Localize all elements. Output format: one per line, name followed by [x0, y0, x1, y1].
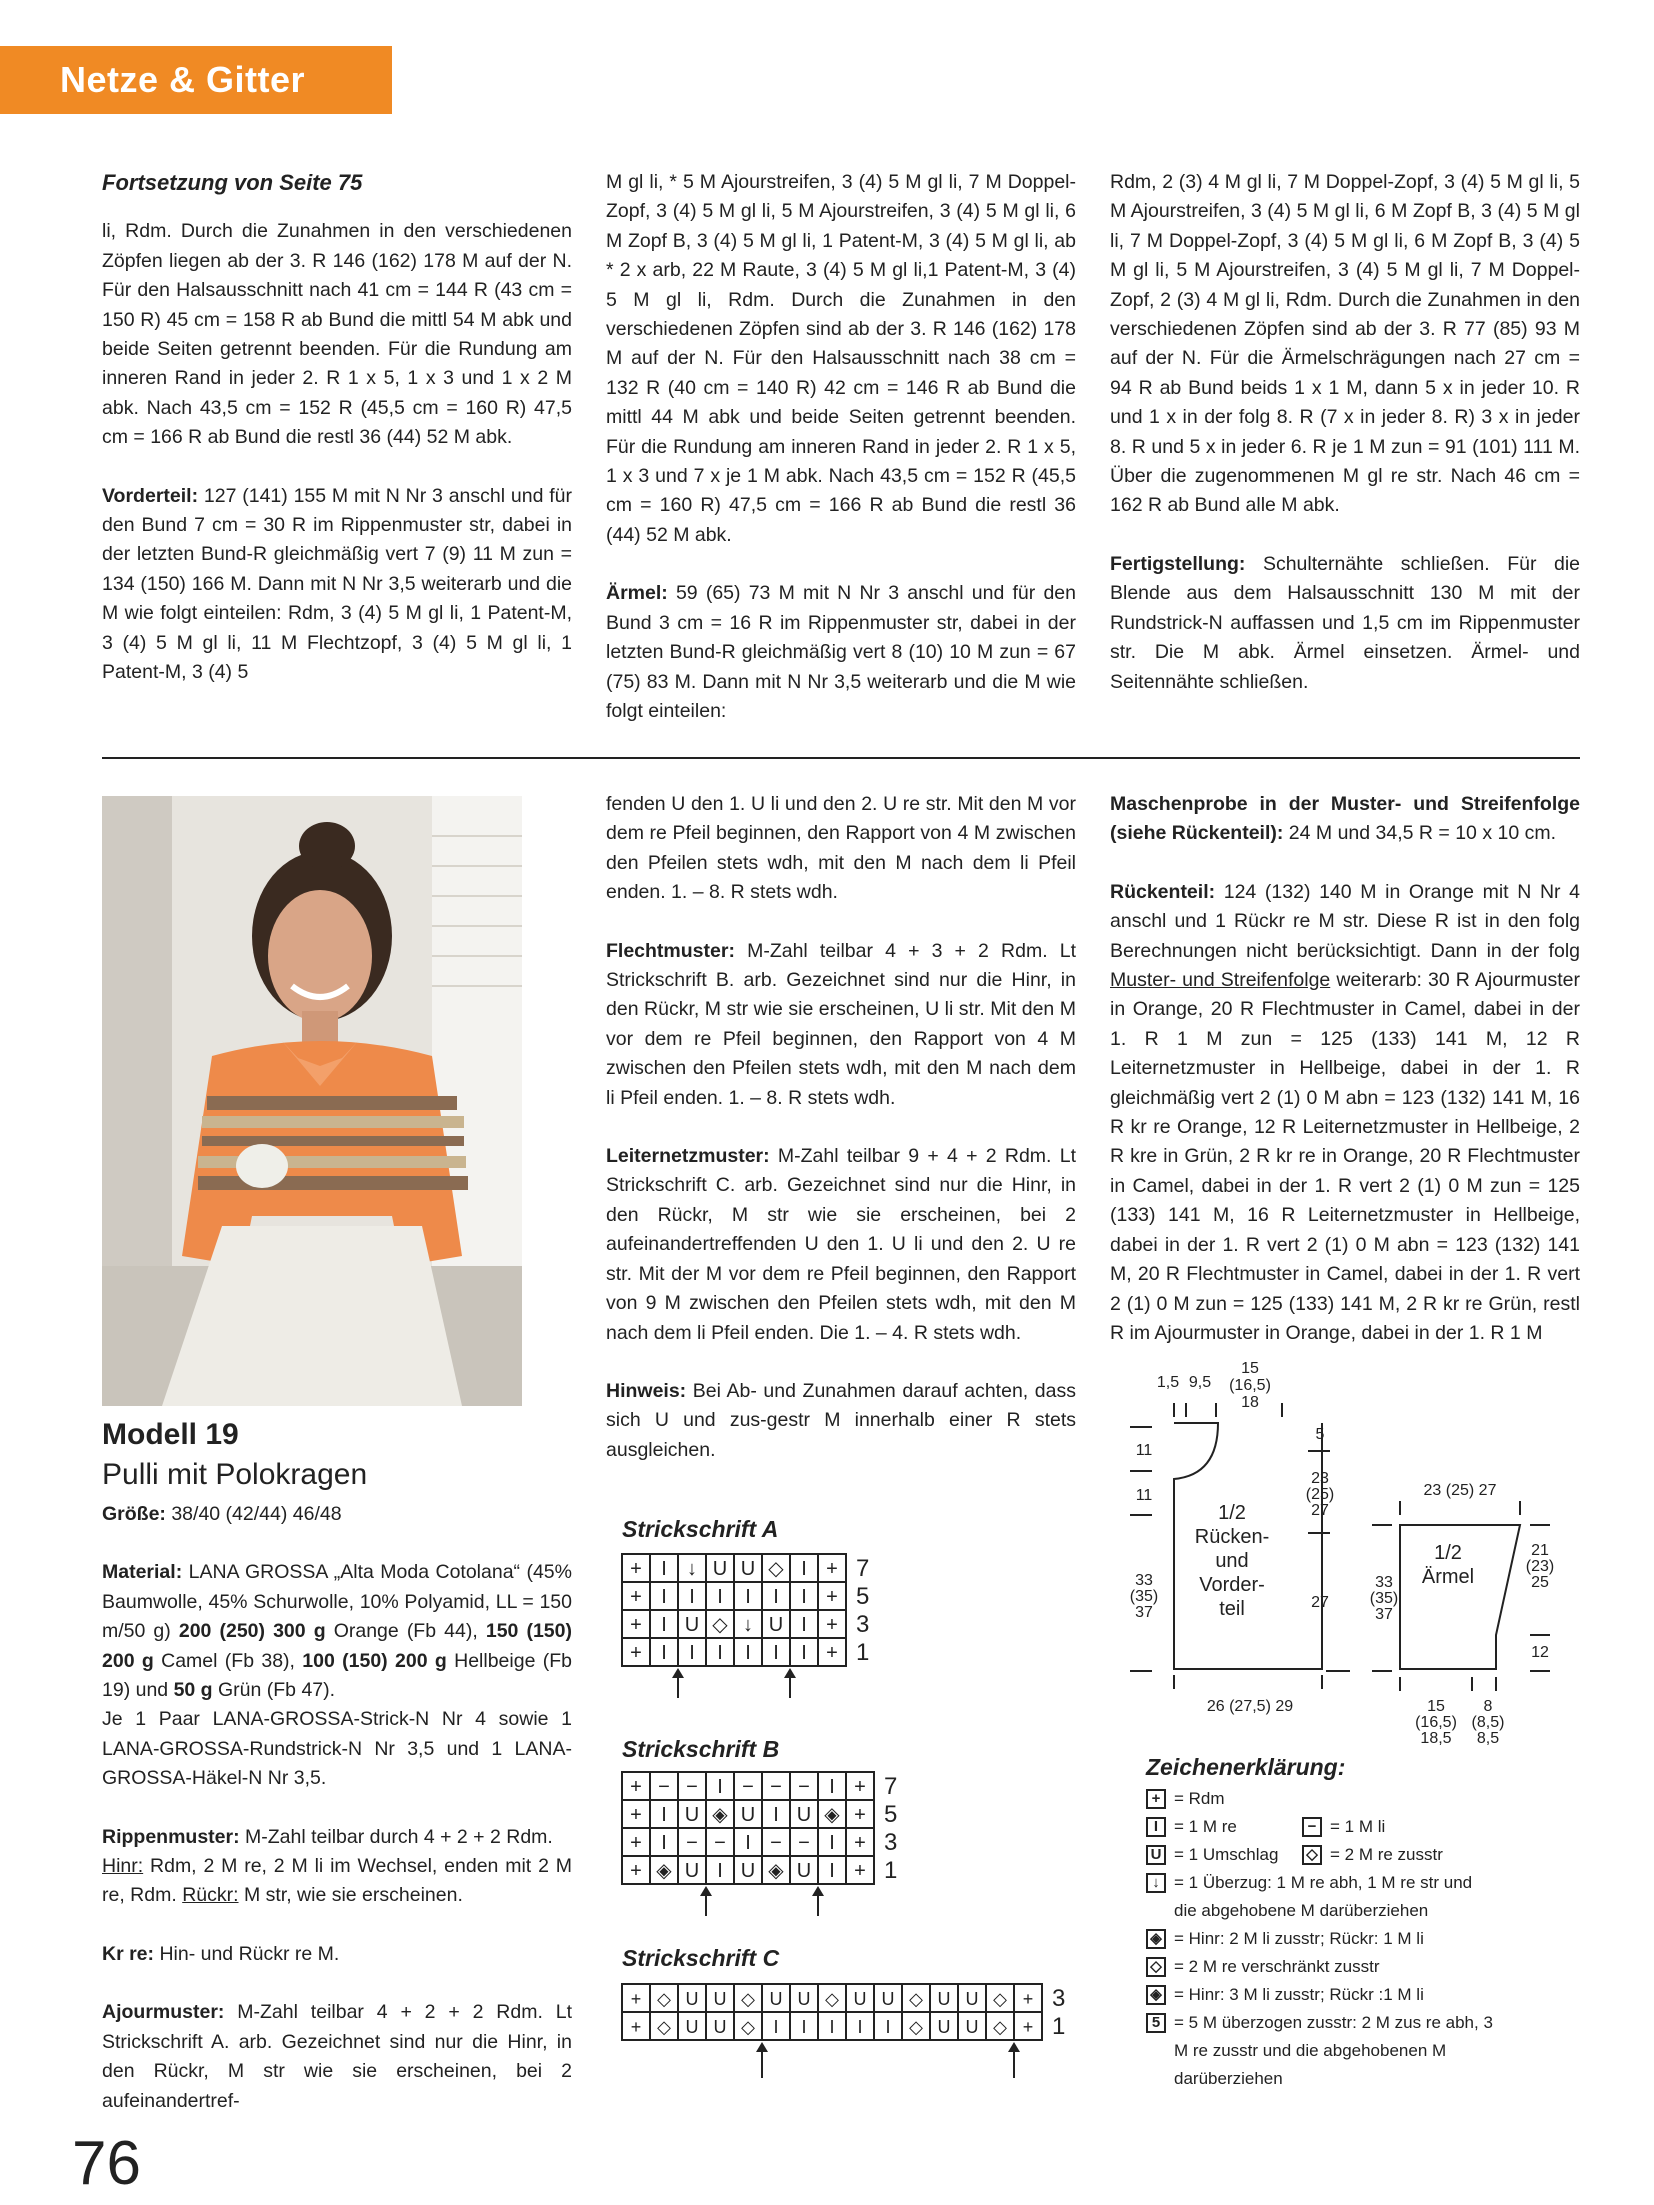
paragraph: Vorderteil: 127 (141) 155 M mit N Nr 3 anschl und für den Bund 7 cm = 30 R im Rippenmuster str, dabei in der letzten Bund-R gleichmäßig vert 7 (9) 11 M zun = 134 (150) 166 M. Dann mit N Nr 3,5 weiterarb und die M wie folgt einteilen: Rdm, 3 (4) 5 M gl li, 1 Patent-M, 3 (4) 5 M gl li, 11 M Flechtzopf, 3 (4) 5 M gl li, 1 Patent-M, 3 (4) 5: [102, 484, 572, 684]
row-label: 1: [856, 1639, 870, 1666]
svg-text:↓: ↓: [743, 1614, 753, 1636]
svg-text:(35): (35): [1129, 1588, 1159, 1605]
svg-text:+: +: [630, 1558, 642, 1580]
svg-text:21: 21: [1531, 1542, 1549, 1559]
svg-text:+: +: [630, 1586, 642, 1608]
svg-text:−: −: [798, 1832, 810, 1854]
svg-text:+: +: [630, 1860, 642, 1882]
svg-text:+: +: [826, 1586, 838, 1608]
svg-text:U: U: [685, 2017, 699, 2037]
svg-text:I: I: [773, 2017, 779, 2037]
svg-text:I: I: [773, 1586, 779, 1608]
size-line: Größe: 38/40 (42/44) 46/48: [102, 1503, 342, 1525]
svg-text:I: I: [829, 1832, 835, 1854]
svg-text:◈: ◈: [768, 1860, 784, 1882]
leiter-paragraph: Leiternetzmuster: M-Zahl teilbar 9 + 4 + 2 Rdm. Lt Strickschrift C. arb. Gezeichnet sind nur die Hinr, in den Rückr, M str wie sie erscheinen, bei 2 aufeinandertreffenden U den 1. U li und den 2. U re str. Mit der M vor dem re Pfeil beginnen, den Rapport von 9 M zwischen den Pfeilen stets wdh, mit den M nach dem li Pfeil enden. Die 1. – 4. R stets wdh.: [606, 1145, 1076, 1344]
svg-text:◇: ◇: [657, 2017, 671, 2037]
svg-text:25: 25: [1531, 1574, 1549, 1591]
svg-text:11: 11: [1135, 1442, 1153, 1459]
svg-text:(35): (35): [1369, 1590, 1399, 1607]
purl-symbol-icon: −: [1302, 1817, 1322, 1837]
middle-column: [606, 790, 1076, 1494]
svg-text:I: I: [661, 1558, 667, 1580]
legend-row: ◈ = Hinr: 2 M li zusstr; Rückr: 1 M li: [1146, 1925, 1494, 1953]
svg-text:◈: ◈: [712, 1804, 728, 1826]
svg-text:1/2: 1/2: [1434, 1542, 1462, 1564]
krre-paragraph: Kr re: Hin- und Rückr re M.: [102, 1942, 340, 1965]
svg-text:U: U: [740, 1860, 756, 1882]
svg-text:◇: ◇: [768, 1558, 784, 1580]
legend: [1146, 1753, 1494, 2093]
svg-text:U: U: [853, 1989, 867, 2009]
svg-text:+: +: [630, 1642, 642, 1664]
svg-text:33: 33: [1135, 1572, 1153, 1589]
svg-text:U: U: [684, 1860, 700, 1882]
svg-text:8,5: 8,5: [1476, 1730, 1500, 1745]
svg-text:I: I: [773, 1804, 779, 1826]
svg-text:I: I: [801, 2017, 807, 2037]
top-column-1: [102, 168, 572, 717]
svg-text:U: U: [881, 1989, 895, 2009]
svg-text:+: +: [826, 1614, 838, 1636]
svg-text:U: U: [740, 1558, 756, 1580]
svg-text:(23): (23): [1525, 1558, 1555, 1575]
svg-text:◇: ◇: [741, 1989, 755, 2009]
svg-text:11: 11: [1135, 1487, 1153, 1504]
svg-text:+: +: [630, 1804, 642, 1826]
chart-c-title: Strickschrift C: [622, 1945, 780, 1971]
svg-text:1,5: 1,5: [1156, 1374, 1180, 1391]
material-paragraph: Material: LANA GROSSA „Alta Moda Cotolana“ (45% Baumwolle, 45% Schurwolle, 10% Polyamid, LL = 150 m/50 g) 200 (250) 300 g Orange (Fb 44), 150 (150) 200 g Camel (Fb 38), 100 (150) 200 g Hellbeige (Fb 19) und 50 g Grün (Fb 47).: [102, 1561, 573, 1702]
paragraph: Rdm, 2 (3) 4 M gl li, 7 M Doppel-Zopf, 3 (4) 5 M gl li, 5 M Ajourstreifen, 3 (4) 5 M gl li, 6 M Zopf B, 3 (4) 5 M gl li, 7 M Doppel-Zopf, 3 (4) 5 M gl li, 6 M Zopf B, 3 (4) 5 M gl li, 5 M Ajourstreifen, 3 (4) 5 M gl li, 7 M Doppel-Zopf, 2 (3) 4 M gl li, Rdm. Durch die Zunahmen in den verschiedenen Zöpfen sind ab der 3. R 77 (85) 93 M auf der N. Für die Ärmelschrägungen nach 27 cm = 94 R ab Bund beids 1 x 1 M, dann 5 x in jeder 10. R und 1 x in der folg 8. R (7 x in jeder 8. R) 3 x in jeder 8. R und 5 x in jeder 6. R je 1 M zun = 91 (101) 111 M. Über die zugenommenen M gl re str. Nach 46 cm = 162 R ab Bund alle M abk.: [1110, 171, 1580, 517]
svg-text:+: +: [1022, 2017, 1034, 2037]
chart-a: [620, 1552, 900, 1702]
model-details: [102, 1500, 572, 2145]
svg-text:23 (25) 27: 23 (25) 27: [1423, 1482, 1497, 1499]
svg-text:I: I: [661, 1642, 667, 1664]
ajour-paragraph: Ajourmuster: M-Zahl teilbar 4 + 2 + 2 Rdm. Lt Strickschrift A. arb. Gezeichnet sind nur die Hinr, in den Rückr, M str wie sie erscheinen, bei 2 aufeinandertref-: [102, 2001, 572, 2112]
model-subtitle: Pulli mit Polokragen: [102, 1458, 368, 1491]
needles-paragraph: Je 1 Paar LANA-GROSSA-Strick-N Nr 4 sowie 1 LANA-GROSSA-Rundstrick-N Nr 3,5 und 1 LANA-GROSSA-Häkel-N Nr 3,5.: [102, 1708, 572, 1790]
svg-text:+: +: [826, 1642, 838, 1664]
svg-text:27: 27: [1311, 1594, 1329, 1611]
svg-text:(16,5): (16,5): [1229, 1377, 1271, 1394]
svg-text:+: +: [630, 1776, 642, 1798]
svg-text:I: I: [689, 1586, 695, 1608]
svg-text:I: I: [801, 1558, 807, 1580]
paragraph: Fertigstellung: Schulternähte schließen. Für die Blende aus dem Halsausschnitt 130 M mit der Rundstrick-N auffassen und 1,5 cm im Rippenmuster str. Die M abk. Ärmel einsetzen. Ärmel- und Seitennähte schließen.: [1110, 552, 1580, 693]
legend-row: ◇ = 2 M re verschränkt zusstr: [1146, 1953, 1494, 1981]
svg-text:33: 33: [1375, 1574, 1393, 1591]
svg-text:26 (27,5) 29: 26 (27,5) 29: [1206, 1698, 1294, 1715]
legend-row: I = 1 M re − = 1 M li: [1146, 1813, 1494, 1841]
svg-text:↓: ↓: [687, 1558, 697, 1580]
chart-b: [620, 1770, 910, 1920]
svg-text:◇: ◇: [993, 1989, 1007, 2009]
chart-a-title: Strickschrift A: [622, 1516, 779, 1542]
svg-text:(25): (25): [1305, 1486, 1335, 1503]
svg-text:U: U: [685, 1989, 699, 2009]
svg-text:I: I: [801, 1642, 807, 1664]
svg-text:I: I: [661, 1614, 667, 1636]
svg-text:I: I: [745, 1832, 751, 1854]
probe-paragraph: Maschenprobe in der Muster- und Streifenfolge (siehe Rückenteil): 24 M und 34,5 R = 10 x 10 cm.: [1110, 793, 1580, 845]
row-label: 5: [884, 1801, 898, 1828]
svg-text:I: I: [829, 2017, 835, 2037]
svg-text:−: −: [686, 1776, 698, 1798]
svg-text:I: I: [717, 1860, 723, 1882]
svg-text:+: +: [1022, 1989, 1034, 2009]
svg-text:27: 27: [1311, 1502, 1329, 1519]
svg-text:Vorder-: Vorder-: [1199, 1574, 1265, 1596]
svg-text:◇: ◇: [909, 1989, 923, 2009]
svg-text:I: I: [745, 1642, 751, 1664]
svg-text:◈: ◈: [656, 1860, 672, 1882]
top-column-3: [1110, 168, 1580, 726]
svg-text:+: +: [854, 1776, 866, 1798]
svg-text:+: +: [826, 1558, 838, 1580]
svg-text:+: +: [630, 1614, 642, 1636]
yarnover-symbol-icon: U: [1146, 1845, 1166, 1865]
svg-text:◇: ◇: [825, 1989, 839, 2009]
rdm-symbol-icon: +: [1146, 1789, 1166, 1809]
svg-text:◈: ◈: [824, 1804, 840, 1826]
svg-text:5: 5: [1315, 1426, 1325, 1443]
svg-text:I: I: [829, 1860, 835, 1882]
svg-text:I: I: [689, 1642, 695, 1664]
chart-b-title: Strickschrift B: [622, 1736, 780, 1762]
svg-text:◇: ◇: [741, 2017, 755, 2037]
paragraph: li, Rdm. Durch die Zunahmen in den verschiedenen Zöpfen liegen ab der 3. R 146 (162) 178 M auf der N. Für den Halsausschnitt nach 41 cm = 144 R (43 cm = 150 R) 45 cm = 158 R ab Bund die mittl 54 M abk und beide Seiten getrennt beenden. Für die Rundung am inneren Rand in jeder 2. R 1 x 5, 1 x 3 und 1 x 2 M abk. Nach 43,5 cm = 152 R (45,5 cm = 160 R) 47,5 cm = 166 R ab Bund die restl 36 (44) 52 M abk.: [102, 220, 572, 449]
svg-text:−: −: [798, 1776, 810, 1798]
svg-text:I: I: [717, 1586, 723, 1608]
svg-text:◇: ◇: [993, 2017, 1007, 2037]
continued-label: Fortsetzung von Seite 75: [102, 170, 363, 195]
model-photo: [102, 796, 522, 1406]
paragraph: fenden U den 1. U li und den 2. U re str. Mit den M vor dem re Pfeil beginnen, den Rapport von 4 M zwischen den Pfeilen stets wdh, mit den M nach dem li Pfeil enden. 1. – 8. R stets wdh.: [606, 793, 1076, 904]
hinweis-paragraph: Hinweis: Bei Ab- und Zunahmen darauf achten, dass sich U und zus-gestr M innerhalb einer R stets ausgleichen.: [606, 1379, 1076, 1461]
skpo-symbol-icon: ↓: [1146, 1873, 1166, 1893]
svg-text:I: I: [857, 2017, 863, 2037]
svg-text:U: U: [796, 1804, 812, 1826]
svg-text:I: I: [885, 2017, 891, 2037]
svg-text:I: I: [801, 1586, 807, 1608]
svg-text:I: I: [661, 1804, 667, 1826]
chart-c: [620, 1982, 1080, 2082]
legend-row: U = 1 Umschlag ◇ = 2 M re zusstr: [1146, 1841, 1494, 1869]
svg-text:teil: teil: [1219, 1598, 1245, 1620]
divider: [102, 757, 1580, 759]
paragraph: Ärmel: 59 (65) 73 M mit N Nr 3 anschl und für den Bund 3 cm = 16 R im Rippenmuster str, dabei in der letzten Bund-R gleichmäßig vert 8 (10) 10 M zun = 67 (75) 83 M. Dann mit N Nr 3,5 weiterarb und die M wie folgt einteilen:: [606, 582, 1076, 722]
legend-row: + = Rdm: [1146, 1785, 1494, 1813]
svg-text:U: U: [684, 1804, 700, 1826]
svg-text:◇: ◇: [657, 1989, 671, 2009]
svg-text:18: 18: [1241, 1394, 1259, 1411]
svg-text:(8,5): (8,5): [1471, 1714, 1505, 1731]
svg-text:9,5: 9,5: [1188, 1374, 1212, 1391]
svg-text:I: I: [717, 1642, 723, 1664]
svg-text:U: U: [769, 1989, 783, 2009]
k2tog-symbol-icon: ◇: [1302, 1845, 1322, 1865]
row-label: 3: [856, 1611, 870, 1638]
svg-text:1/2: 1/2: [1218, 1502, 1246, 1524]
svg-text:+: +: [630, 2017, 642, 2037]
row-label: 7: [884, 1773, 898, 1800]
row-label: 1: [1052, 2013, 1066, 2040]
svg-text:I: I: [661, 1832, 667, 1854]
section-header: Netze & Gitter: [0, 46, 392, 114]
svg-text:Rücken-: Rücken-: [1194, 1526, 1270, 1548]
svg-text:+: +: [854, 1804, 866, 1826]
svg-text:15: 15: [1427, 1698, 1445, 1715]
svg-text:U: U: [965, 2017, 979, 2037]
svg-text:−: −: [770, 1832, 782, 1854]
row-label: 3: [1052, 1985, 1066, 2012]
svg-text:12: 12: [1531, 1644, 1549, 1661]
legend-row: ◈ = Hinr: 3 M li zusstr; Rückr :1 M li: [1146, 1981, 1494, 2009]
svg-text:15: 15: [1241, 1360, 1259, 1377]
svg-text:I: I: [801, 1614, 807, 1636]
svg-text:(16,5): (16,5): [1415, 1714, 1457, 1731]
svg-text:U: U: [712, 1558, 728, 1580]
svg-text:◇: ◇: [712, 1614, 728, 1636]
svg-text:U: U: [797, 1989, 811, 2009]
svg-text:U: U: [713, 2017, 727, 2037]
row-label: 5: [856, 1583, 870, 1610]
svg-text:8: 8: [1483, 1698, 1493, 1715]
svg-text:U: U: [937, 1989, 951, 2009]
svg-text:Ärmel: Ärmel: [1421, 1566, 1475, 1588]
page-number: 76: [72, 2129, 141, 2198]
svg-text:−: −: [742, 1776, 754, 1798]
k2tog-tbl-symbol-icon: ◇: [1146, 1957, 1166, 1977]
svg-text:−: −: [686, 1832, 698, 1854]
row-label: 7: [856, 1555, 870, 1582]
row-label: 1: [884, 1857, 898, 1884]
five-dec-symbol-icon: 5: [1146, 2013, 1166, 2033]
svg-text:−: −: [714, 1832, 726, 1854]
svg-text:U: U: [768, 1614, 784, 1636]
svg-text:I: I: [773, 1642, 779, 1664]
legend-title: Zeichenerklärung:: [1146, 1754, 1346, 1780]
p2tog-symbol-icon: ◈: [1146, 1929, 1166, 1949]
svg-text:−: −: [658, 1776, 670, 1798]
svg-text:U: U: [713, 1989, 727, 2009]
legend-row: ↓ = 1 Überzug: 1 M re abh, 1 M re str und die abgehobene M darüberziehen: [1146, 1869, 1494, 1925]
right-column: [1110, 790, 1580, 1377]
svg-text:U: U: [740, 1804, 756, 1826]
svg-text:23: 23: [1311, 1470, 1329, 1487]
svg-text:U: U: [796, 1860, 812, 1882]
svg-text:−: −: [770, 1776, 782, 1798]
svg-text:und: und: [1215, 1550, 1249, 1572]
legend-row: 5 = 5 M überzogen zusstr: 2 M zus re abh, 3 M re zusstr und die abgehobenen M darüberziehen: [1146, 2009, 1494, 2093]
svg-text:+: +: [630, 1989, 642, 2009]
ruecken-paragraph: Rückenteil: 124 (132) 140 M in Orange mit N Nr 4 anschl und 1 Rückr re M str. Diese R ist in den folg Berechnungen nicht berücksichtigt. Dann in der folg Muster- und Streifenfolge weiterarb: 30 R Ajourmuster in Orange, 20 R Flechtmuster in Camel, dabei in der 1. R 1 M zun = 125 (133) 141 M, 12 R Leiternetzmuster in Hellbeige, dabei in der 1. R gleichmäßig vert 2 (1) 0 M abn = 123 (132) 141 M, 16 R kr re Orange, 12 R Leiternetzmuster in Hellbeige, 2 R kre in Grün, 2 R kr re in Orange, 20 R Flechtmuster in Camel, dabei in der 1. R vert 2 (1) 0 M zun = 125 (133) 141 M, 16 R Leiternetzmuster in Hellbeige, dabei in der 1. R vert 2 (1) 0 M abn = 123 (132) 141 M, 20 R Flechtmuster in Camel, dabei in der 1. R vert 2 (1) 0 M zun = 125 (133) 141 M, 2 R kr re Grün, restl R im Ajourmuster in Orange, dabei in der 1. R 1 M: [1110, 880, 1580, 1344]
knit-symbol-icon: I: [1146, 1817, 1166, 1837]
svg-text:18,5: 18,5: [1420, 1730, 1452, 1745]
svg-text:U: U: [937, 2017, 951, 2037]
svg-text:+: +: [854, 1860, 866, 1882]
row-label: 3: [884, 1829, 898, 1856]
svg-text:37: 37: [1135, 1604, 1153, 1621]
svg-text:U: U: [684, 1614, 700, 1636]
garment-schematic: [1110, 1355, 1580, 1745]
svg-text:+: +: [630, 1832, 642, 1854]
svg-text:I: I: [661, 1586, 667, 1608]
flecht-paragraph: Flechtmuster: M-Zahl teilbar 4 + 3 + 2 Rdm. Lt Strickschrift B. arb. Gezeichnet sind nur die Hinr, in den Rückr, M str wie sie erscheinen, U li str. Mit den M vor dem re Pfeil beginnen, den Rapport von 4 M zwischen den Pfeilen stets wdh, mit den M nach dem li Pfeil enden. 1. – 8. R stets wdh.: [606, 939, 1076, 1109]
rib-paragraph: Rippenmuster: M-Zahl teilbar durch 4 + 2 + 2 Rdm. Hinr: Rdm, 2 M re, 2 M li im Wechsel, enden mit 2 M re, Rdm. Rückr: M str, wie sie erscheinen.: [102, 1825, 572, 1907]
model-title: Modell 19: [102, 1418, 239, 1451]
svg-text:+: +: [854, 1832, 866, 1854]
svg-text:U: U: [965, 1989, 979, 2009]
svg-text:I: I: [745, 1586, 751, 1608]
svg-text:◇: ◇: [909, 2017, 923, 2037]
svg-text:37: 37: [1375, 1606, 1393, 1623]
svg-text:I: I: [717, 1776, 723, 1798]
svg-text:I: I: [829, 1776, 835, 1798]
top-column-2: [606, 168, 1076, 755]
paragraph: M gl li, * 5 M Ajourstreifen, 3 (4) 5 M gl li, 7 M Doppel-Zopf, 3 (4) 5 M gl li, 5 M Ajourstreifen, 3 (4) 5 M gl li, 6 M Zopf B, 3 (4) 5 M gl li, 1 Patent-M, 3 (4) 5 M gl li, ab * 2 x arb, 22 M Raute, 3 (4) 5 M gl li,1 Patent-M, 3 (4) 5 M gl li, Rdm. Durch die Zunahmen in den verschiedenen Zöpfen sind ab der 3. R 146 (162) 178 M auf der N. Für den Halsausschnitt nach 38 cm = 132 R (40 cm = 140 R) 42 cm = 146 R ab Bund die mittl 44 M abk und beide Seiten getrennt beenden. Für die Rundung am inneren Rand in jeder 2. R 1 x 5, 1 x 3 und 7 x je 1 M abk. Nach 43,5 cm = 152 R (45,5 cm = 160 R) 47,5 cm = 166 R ab Bund die restl 36 (44) 52 M abk.: [606, 171, 1076, 546]
p3tog-symbol-icon: ◈: [1146, 1985, 1166, 2005]
